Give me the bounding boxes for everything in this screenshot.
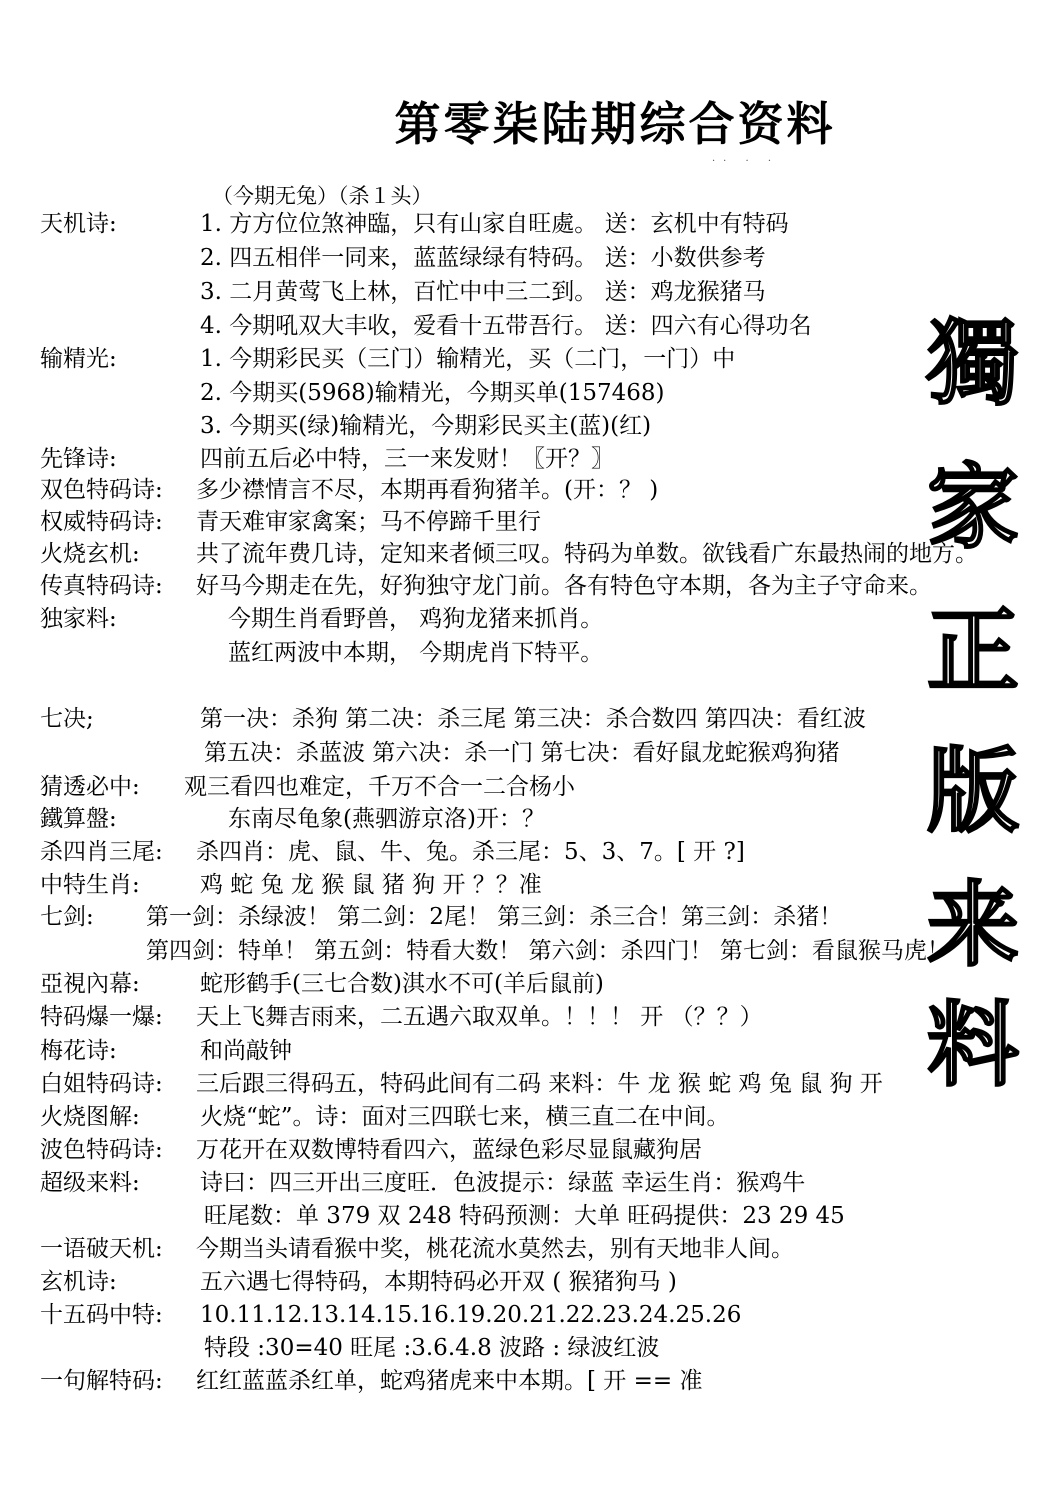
yiju-line: 一句解特码: 红红蓝蓝杀红单，蛇鸡猪虎来中本期。[ 开 == 准 [40, 1368, 703, 1394]
stamp-char-4: 版 [926, 738, 1019, 845]
tianji-line-2: 2. 四五相伴一同来，蓝蓝绿绿有特码。 送：小数供参考 [200, 245, 766, 271]
shujingguang-line-3: 3. 今期买(绿)输精光，今期彩民买主(蓝)(红) [200, 413, 652, 439]
stamp-char-5: 来 [926, 872, 1019, 979]
bose-line: 波色特码诗: 万花开在双数博特看四六，蓝绿色彩尽显鼠藏狗居 [40, 1137, 702, 1163]
chuanzhen-line: 传真特码诗: 好马今期走在先，好狗独守龙门前。各有特色守本期，各为主子守命来。 [40, 573, 932, 599]
stamp-char-1: 獨 [926, 310, 1019, 417]
shujingguang-line-1: 输精光: 1. 今期彩民买（三门）输精光，买（二门，一门）中 [40, 346, 736, 372]
shasixiao-line: 杀四肖三尾: 杀四肖：虎、鼠、牛、兔。杀三尾：5、3、7。[ 开 ?] [40, 839, 745, 865]
shuangse-line: 双色特码诗: 多少襟情言不尽，本期再看狗猪羊。(开：？ ) [40, 477, 659, 503]
shujingguang-line-2: 2. 今期买(5968)输精光，今期买单(157468) [200, 380, 665, 406]
baijie-line: 白姐特码诗: 三后跟三得码五，特码此间有二码 来料：牛 龙 猴 蛇 鸡 兔 鼠 狗 开 [40, 1071, 883, 1097]
zhongte-shengxiao-line: 中特生肖: 鸡 蛇 兔 龙 猴 鼠 猪 狗 开 ？？准 [40, 872, 542, 898]
subtitle: （今期无兔）（杀１头） [212, 184, 433, 208]
shiwuma-line: 十五码中特: 10.11.12.13.14.15.16.19.20.21.22.23.24.25.26 [40, 1302, 742, 1328]
chaoji-line-1: 超级来料: 诗曰：四三开出三度旺．色波提示：绿蓝 幸运生肖：猴鸡牛 [40, 1170, 806, 1196]
tianji-line-4: 4. 今期吼双大丰收，爱看十五带吾行。 送：四六有心得功名 [200, 313, 812, 339]
stamp-char-3: 正 [926, 598, 1019, 705]
huoshao-line: 火烧玄机: 共了流年费几诗，定知来者倾三叹。特码为单数。欲钱看广东最热闹的地方。 [40, 541, 978, 567]
qijian-line-1: 七剑: 第一剑：杀绿波！ 第二剑：2尾！ 第三剑：杀三合！第三剑：杀猪！ [40, 904, 843, 930]
tianji-line-1: 天机诗: 1. 方方位位煞神臨，只有山家自旺處。 送：玄机中有特码 [40, 211, 789, 237]
qijue-line-2: 第五决：杀蓝波 第六决：杀一门 第七决：看好鼠龙蛇猴鸡狗猪 [204, 740, 840, 766]
qijian-line-2: 第四剑：特单！ 第五剑：特看大数！ 第六剑：杀四门！ 第七剑：看鼠猴马虎！ [146, 938, 950, 964]
page-title: 第零柒陆期综合资料 [394, 97, 836, 151]
dujia-line-1: 独家料: 今期生肖看野兽， 鸡狗龙猪来抓肖。 [40, 606, 604, 632]
scan-dots: ·· · · [712, 156, 780, 167]
dujia-line-2: 蓝红两波中本期， 今期虎肖下特平。 [228, 640, 604, 666]
xuanji-line: 玄机诗: 五六遇七得特码，本期特码必开双 ( 猴猪狗马 ) [40, 1269, 677, 1295]
yashi-line: 亞視內幕: 蛇形鹤手(三七合数)淇水不可(羊后鼠前) [40, 971, 604, 997]
stamp-char-6: 料 [926, 992, 1019, 1099]
xianfeng-line: 先锋诗: 四前五后必中特，三一来发财！〖开？〗 [40, 446, 614, 472]
yiyu-line: 一语破天机: 今期当头请看猴中奖，桃花流水莫然去，别有天地非人间。 [40, 1236, 794, 1262]
meihua-line: 梅花诗: 和尚敲钟 [40, 1038, 292, 1064]
stamp-char-2: 家 [926, 454, 1019, 561]
quanwei-line: 权威特码诗: 青天难审家禽案；马不停蹄千里行 [40, 509, 541, 535]
tianji-line-3: 3. 二月黄莺飞上林，百忙中中三二到。 送：鸡龙猴猪马 [200, 279, 766, 305]
tiesuanpan-line: 鐵算盤: 东南尽龟象(燕驷游京洛)开：？ [40, 806, 545, 832]
huoshao-tujie-line: 火烧图解: 火烧“蛇”。诗：面对三四联七来，横三直二在中间。 [40, 1104, 730, 1130]
chaoji-line-2: 旺尾数：单 379 双 248 特码预测：大单 旺码提供：23 29 45 [204, 1203, 845, 1229]
caitou-line: 猜透必中: 观三看四也难定，千万不合一二合杨小 [40, 774, 575, 800]
qijue-line-1: 七决; 第一决：杀狗 第二决：杀三尾 第三决：杀合数四 第四决：看红波 [40, 706, 866, 732]
tema-bao-line: 特码爆一爆: 天上飞舞吉雨来，二五遇六取双单。！！！ 开 （？？） [40, 1004, 763, 1030]
teduan-line: 特段 :30=40 旺尾 :3.6.4.8 波路 : 绿波红波 [204, 1335, 660, 1361]
